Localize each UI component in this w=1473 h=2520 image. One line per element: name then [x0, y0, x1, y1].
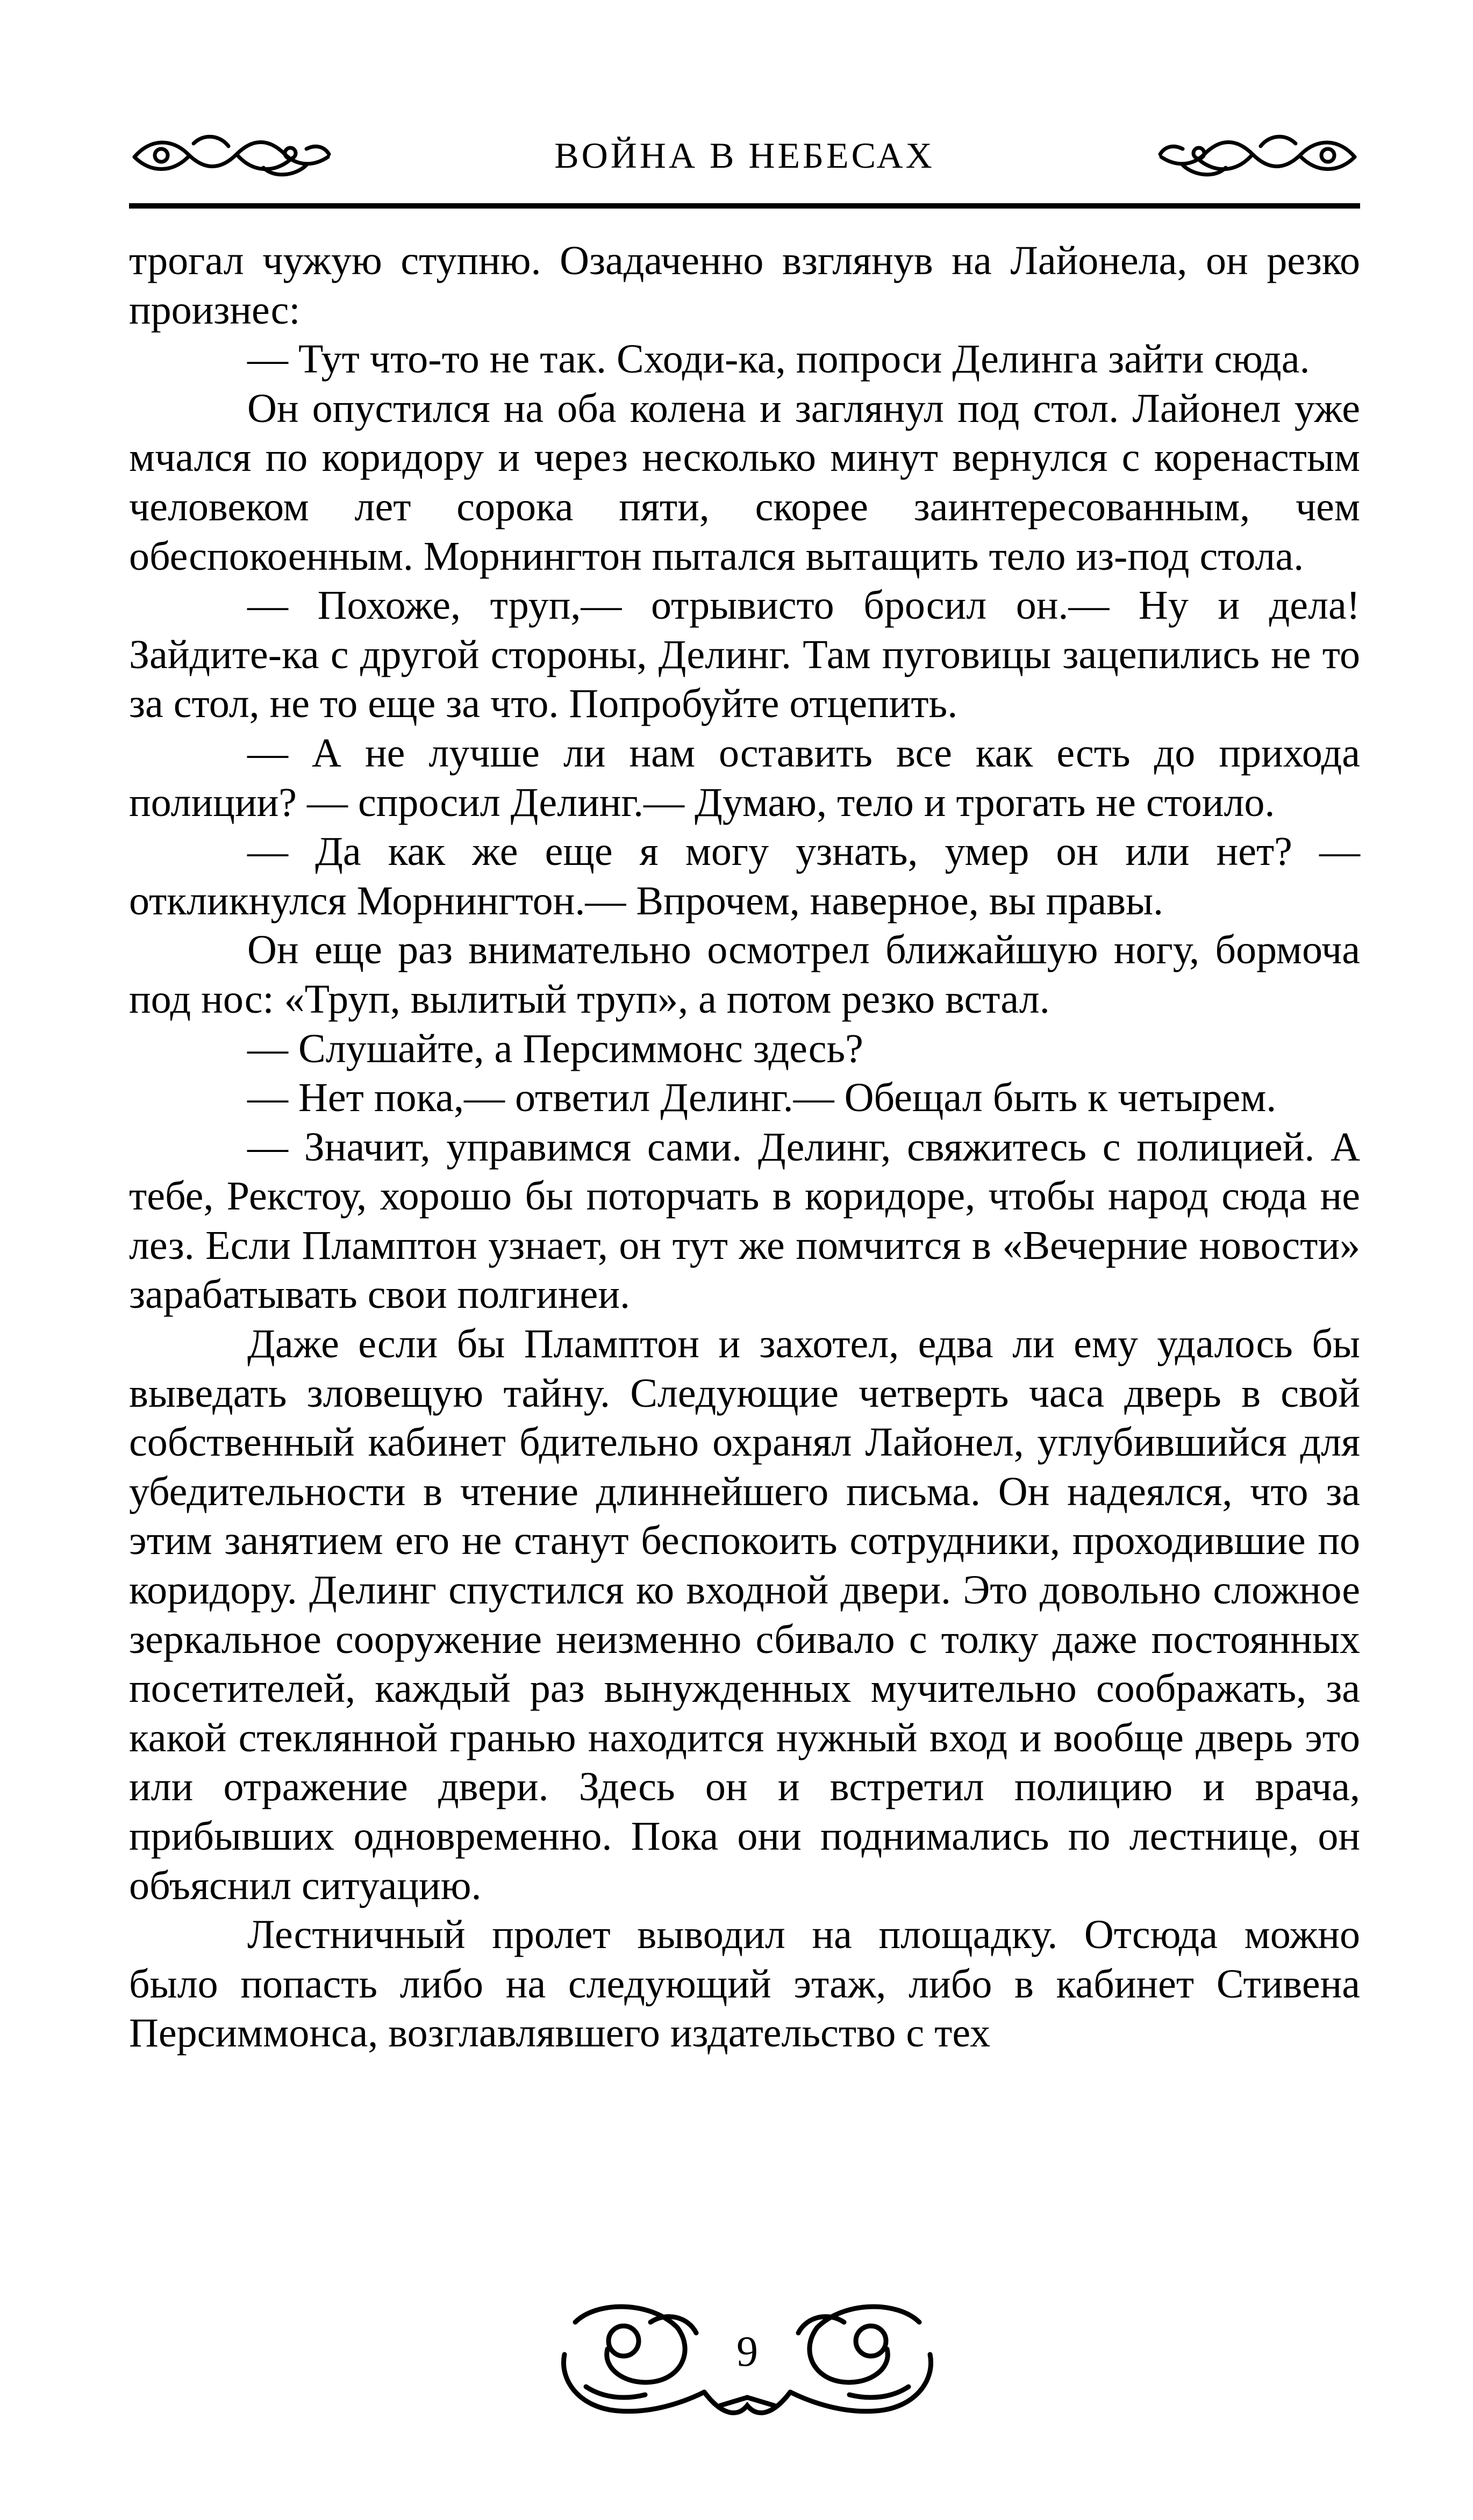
page-body: [129, 237, 1360, 2058]
paragraph: — Похоже, труп,— отрывисто бросил он.— Ну и дела! Зайдите-ка с другой стороны, Делинг. Там пуговицы зацепились не то за стол, не то еще за что. Попробуйте отцепить.: [129, 583, 1360, 727]
paragraph: Лестничный пролет выводил на площадку. Отсюда можно было попасть либо на следующий этаж, либо в кабинет Стивена Персиммонса, возглавлявшего издательство с тех: [129, 1912, 1360, 2056]
paragraph: Даже если бы Пламптон и захотел, едва ли ему удалось бы выведать зловещую тайну. Следующие четверть часа дверь в свой собственный кабинет бдительно охранял Лайонел, углубившийся для убедительности в чтение длиннейшего письма. Он надеялся, что за этим занятием его не станут беспокоить сотрудники, проходившие по коридору. Делинг спустился ко входной двери. Это довольно сложное зеркальное сооружение неизменно сбивало с толку даже постоянных посетителей, каждый раз вынужденных мучительно соображать, за какой стеклянной гранью находится нужный вход и вообще дверь это или отражение двери. Здесь он и встретил полицию и врача, прибывших одновременно. Пока они поднимались по лестнице, он объяснил ситуацию.: [129, 1321, 1360, 1908]
paragraph: — Да как же еще я могу узнать, умер он или нет? — откликнулся Морнингтон.— Впрочем, наверное, вы правы.: [129, 829, 1360, 923]
paragraph: — Нет пока,— ответил Делинг.— Обещал быть к четырем.: [247, 1075, 1277, 1121]
page-footer: [543, 2290, 952, 2430]
paragraph: Он опустился на оба колена и заглянул под стол. Лайонел уже мчался по коридору и через несколько минут вернулся с коренастым человеком лет сорока пяти, скорее заинтересованным, чем обеспокоенным. Морнингтон пытался вытащить тело из-под стола.: [129, 385, 1360, 579]
paragraph: — Тут что-то не так. Сходи-ка, попроси Делинга зайти сюда.: [247, 337, 1310, 382]
running-title: ВОЙНА В НЕБЕСАХ: [554, 135, 935, 176]
celtic-knot-ornament-icon: [1156, 127, 1360, 181]
header-rule: [129, 203, 1360, 209]
page-number: 9: [736, 2328, 758, 2375]
paragraph: трогал чужую ступню. Озадаченно взглянув на Лайонела, он резко произнес:: [129, 238, 1360, 333]
paragraph: — Значит, управимся сами. Делинг, свяжитесь с полицией. А тебе, Рекстоу, хорошо бы поторчать в коридоре, чтобы народ сюда не лез. Если Пламптон узнает, он тут же помчится в «Вечерние новости» зарабатывать свои полгинеи.: [129, 1124, 1360, 1318]
paragraph: — Слушайте, а Персиммонс здесь?: [247, 1026, 863, 1071]
paragraph: Он еще раз внимательно осмотрел ближайшую ногу, бормоча под нос: «Труп, вылитый труп», а потом резко встал.: [129, 927, 1360, 1022]
running-header: [129, 121, 1360, 196]
paragraph: — А не лучше ли нам оставить все как есть до прихода полиции? — спросил Делинг.— Думаю, тело и трогать не стоило.: [129, 730, 1360, 825]
